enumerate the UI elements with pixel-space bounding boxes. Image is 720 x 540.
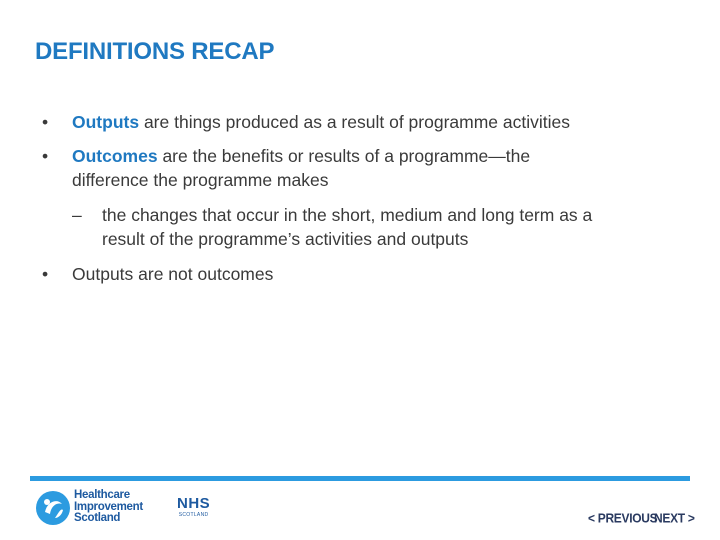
nhs-sub-label: SCOTLAND — [178, 512, 209, 518]
footer-rule — [30, 476, 690, 481]
previous-button[interactable]: < PREVIOUS — [588, 510, 658, 526]
keyword-outcomes: Outcomes — [72, 146, 158, 166]
healthcare-improvement-scotland-logo — [35, 489, 143, 531]
nhs-label: NHS — [177, 495, 211, 512]
bullet-text: Outcomes are the benefits or results of a programme—the difference the programme makes — [72, 146, 531, 190]
his-logo-icon — [35, 490, 71, 526]
bullet-marker: • — [42, 146, 49, 166]
bullet-marker: • — [42, 264, 49, 284]
slide-title: DEFINITIONS RECAP — [35, 38, 275, 65]
keyword-outputs: Outputs — [72, 112, 140, 132]
next-button[interactable]: NEXT > — [654, 510, 695, 526]
sub-bullet-marker: – — [72, 205, 82, 225]
sub-bullet-text: the changes that occur in the short, medium and long term as a result of the programme’s activities and outputs — [102, 205, 593, 249]
nhs-scotland-logo — [177, 496, 210, 519]
bullet-text: Outputs are things produced as a result of programme activities — [72, 112, 570, 132]
logo-text: Healthcare Improvement Scotland — [74, 489, 143, 524]
bullet-marker: • — [42, 112, 49, 132]
bullet-text: Outputs are not outcomes — [72, 264, 274, 284]
